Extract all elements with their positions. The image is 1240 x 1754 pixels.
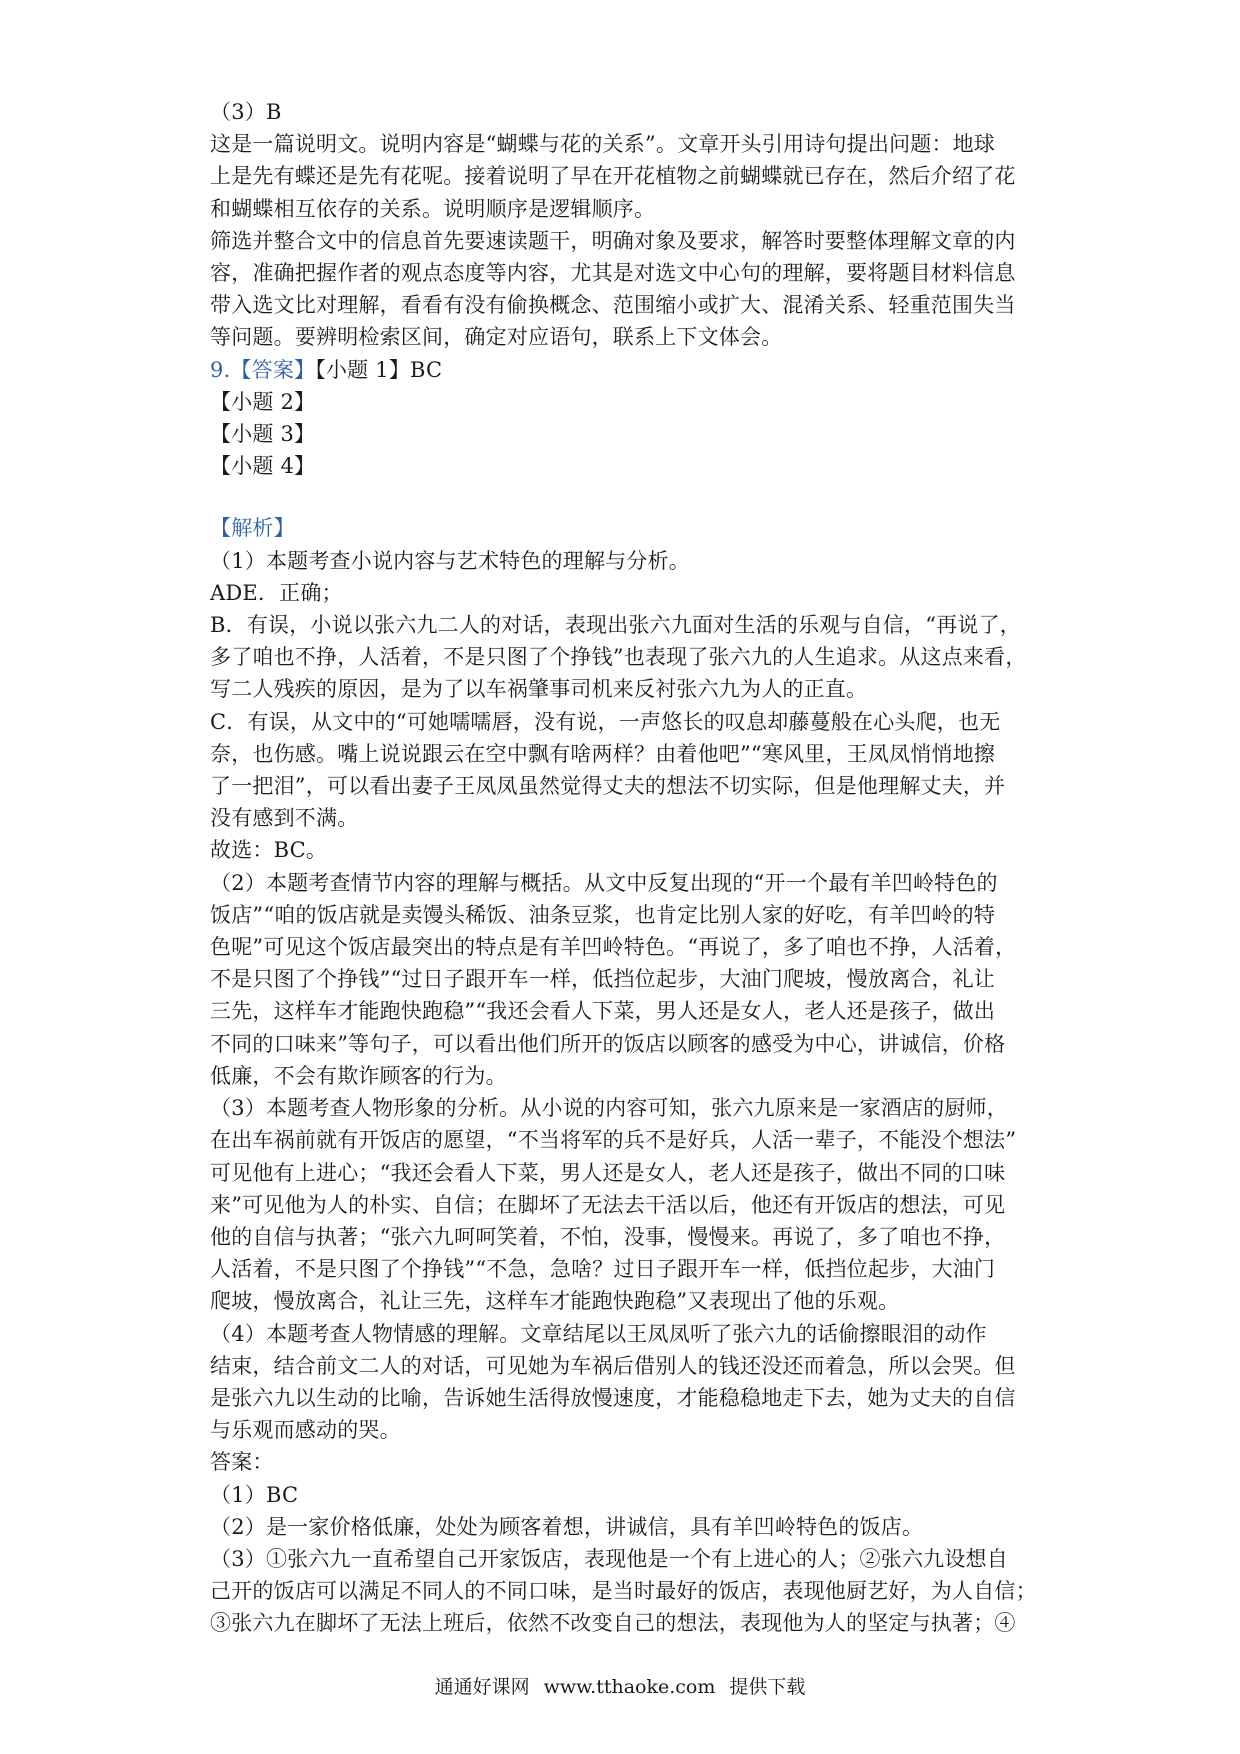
text-line: 写二人残疾的原因，是为了以车祸肇事司机来反衬张六九为人的正直。 — [210, 677, 868, 702]
text-line: 与乐观而感动的哭。 — [210, 1418, 401, 1443]
answer-label: 9.【答案】 — [210, 357, 316, 382]
text-line: 饭店”“咱的饭店就是卖馒头稀饭、油条豆浆，也肯定比别人家的好吃，有羊凹岭的特 — [210, 902, 996, 927]
text-line: 低廉，不会有欺诈顾客的行为。 — [210, 1063, 507, 1088]
text-line: （2）是一家价格低廉，处处为顾客着想，讲诚信，具有羊凹岭特色的饭店。 — [210, 1514, 924, 1539]
text-line: （3）B — [210, 100, 282, 124]
text-line: 可见他有上进心；“我还会看人下菜，男人还是女人，老人还是孩子，做出不同的口味 — [210, 1160, 1006, 1185]
text-line: B．有误，小说以张六九二人的对话，表现出张六九面对生活的乐观与自信，“再说了， — [210, 613, 1021, 638]
text-line: 带入选文比对理解，看看有没有偷换概念、范围缩小或扩大、混淆关系、轻重范围失当 — [210, 293, 1016, 318]
sub-question-label: 【小题 4】 — [210, 454, 316, 479]
text-line: 来”可见他为人的朴实、自信；在脚坏了无法去干活以后，他还有开饭店的想法，可见 — [210, 1192, 1006, 1217]
text-line: 人活着，不是只图了个挣钱”“不急，急啥？过日子跟开车一样，低挡位起步，大油门 — [210, 1257, 996, 1282]
text-line: 了一把泪”，可以看出妻子王凤凤虽然觉得丈夫的想法不切实际，但是他理解丈夫，并 — [210, 774, 1006, 799]
text-line: 在出车祸前就有开饭店的愿望，“不当将军的兵不是好兵，人活一辈子，不能没个想法” — [210, 1128, 1017, 1153]
text-line: （2）本题考查情节内容的理解与概括。从文中反复出现的“开一个最有羊凹岭特色的 — [210, 870, 998, 895]
text-line: （3）本题考查人物形象的分析。从小说的内容可知，张六九原来是一家酒店的厨师， — [210, 1096, 1008, 1121]
text-line: 己开的饭店可以满足不同人的不同口味，是当时最好的饭店，表现他厨艺好，为人自信； — [210, 1579, 1037, 1604]
text-line: 结束，结合前文二人的对话，可见她为车祸后借别人的钱还没还而着急，所以会哭。但 — [210, 1353, 1016, 1378]
text-line: 是张六九以生动的比喻，告诉她生活得放慢速度，才能稳稳地走下去，她为丈夫的自信 — [210, 1385, 1016, 1410]
text-line: （1）BC — [210, 1482, 299, 1507]
page-footer — [0, 1674, 1240, 1700]
analysis-label: 【解析】 — [210, 516, 295, 541]
footer-site-name: 通通好课网 — [434, 1676, 530, 1698]
text-line: 奈，也伤感。嘴上说说跟云在空中飘有啥两样？由着他吧”“寒风里，王凤凤悄悄地擦 — [210, 741, 996, 766]
text-line: C．有误，从文中的“可她嚅嚅唇，没有说，一声悠长的叹息却藤蔓般在心头爬，也无 — [210, 709, 1001, 734]
text-line: 三先，这样车才能跑快跑稳”“我还会看人下菜，男人还是女人，老人还是孩子，做出 — [210, 999, 996, 1024]
text-line: 等问题。要辨明检索区间，确定对应语句，联系上下文体会。 — [210, 325, 783, 350]
sub-question-1-answer: 【小题 1】BC — [315, 357, 443, 382]
sub-question-label: 【小题 3】 — [210, 422, 316, 447]
text-line: 色呢”可见这个饭店最突出的特点是有羊凹岭特色。“再说了，多了咱也不挣，人活着， — [210, 935, 1017, 960]
text-line: （3）①张六九一直希望自己开家饭店，表现他是一个有上进心的人；②张六九设想自 — [210, 1546, 1008, 1571]
text-line: 爬坡，慢放离合，礼让三先，这样车才能跑快跑稳”又表现出了他的乐观。 — [210, 1289, 900, 1314]
text-line: 故选：BC。 — [210, 838, 328, 863]
question-9-header — [210, 354, 1042, 386]
text-line: 不同的口味来”等句子，可以看出他们所开的饭店以顾客的感受为中心，讲诚信，价格 — [210, 1031, 1006, 1056]
answer-block-q8 — [210, 96, 1042, 354]
text-line: 多了咱也不挣，人活着，不是只图了个挣钱”也表现了张六九的人生追求。从这点来看， — [210, 645, 1027, 670]
text-line: （1）本题考查小说内容与艺术特色的理解与分析。 — [210, 548, 690, 573]
text-line: （4）本题考查人物情感的理解。文章结尾以王凤凤听了张六九的话偷擦眼泪的动作 — [210, 1321, 987, 1346]
sub-question-label: 【小题 2】 — [210, 389, 316, 414]
text-line: 这是一篇说明文。说明内容是“蝴蝶与花的关系”。文章开头引用诗句提出问题：地球 — [210, 132, 996, 157]
text-line: 没有感到不满。 — [210, 806, 359, 831]
text-line: ADE．正确； — [210, 580, 343, 605]
analysis-block — [210, 545, 1042, 1640]
text-line: 筛选并整合文中的信息首先要速读题干，明确对象及要求，解答时要整体理解文章的内 — [210, 228, 1016, 253]
text-line: 他的自信与执著；“张六九呵呵笑着，不怕，没事，慢慢来。再说了，多了咱也不挣， — [210, 1224, 1006, 1249]
footer-url[interactable]: www.tthaoke.com — [543, 1676, 716, 1698]
document-page — [210, 96, 1042, 1640]
text-line: ③张六九在脚坏了无法上班后，依然不改变自己的想法，表现他为人的坚定与执著；④ — [210, 1611, 1016, 1636]
text-line: 容，准确把握作者的观点态度等内容，尤其是对选文中心句的理解，要将题目材料信息 — [210, 261, 1016, 286]
footer-tagline: 提供下载 — [729, 1676, 806, 1698]
text-line: 答案： — [210, 1450, 274, 1475]
text-line: 上是先有蝶还是先有花呢。接着说明了早在开花植物之前蝴蝶就已存在，然后介绍了花 — [210, 164, 1016, 189]
spacer — [210, 482, 1042, 512]
text-line: 和蝴蝶相互依存的关系。说明顺序是逻辑顺序。 — [210, 196, 656, 221]
text-line: 不是只图了个挣钱”“过日子跟开车一样，低挡位起步，大油门爬坡，慢放离合，礼让 — [210, 967, 996, 992]
